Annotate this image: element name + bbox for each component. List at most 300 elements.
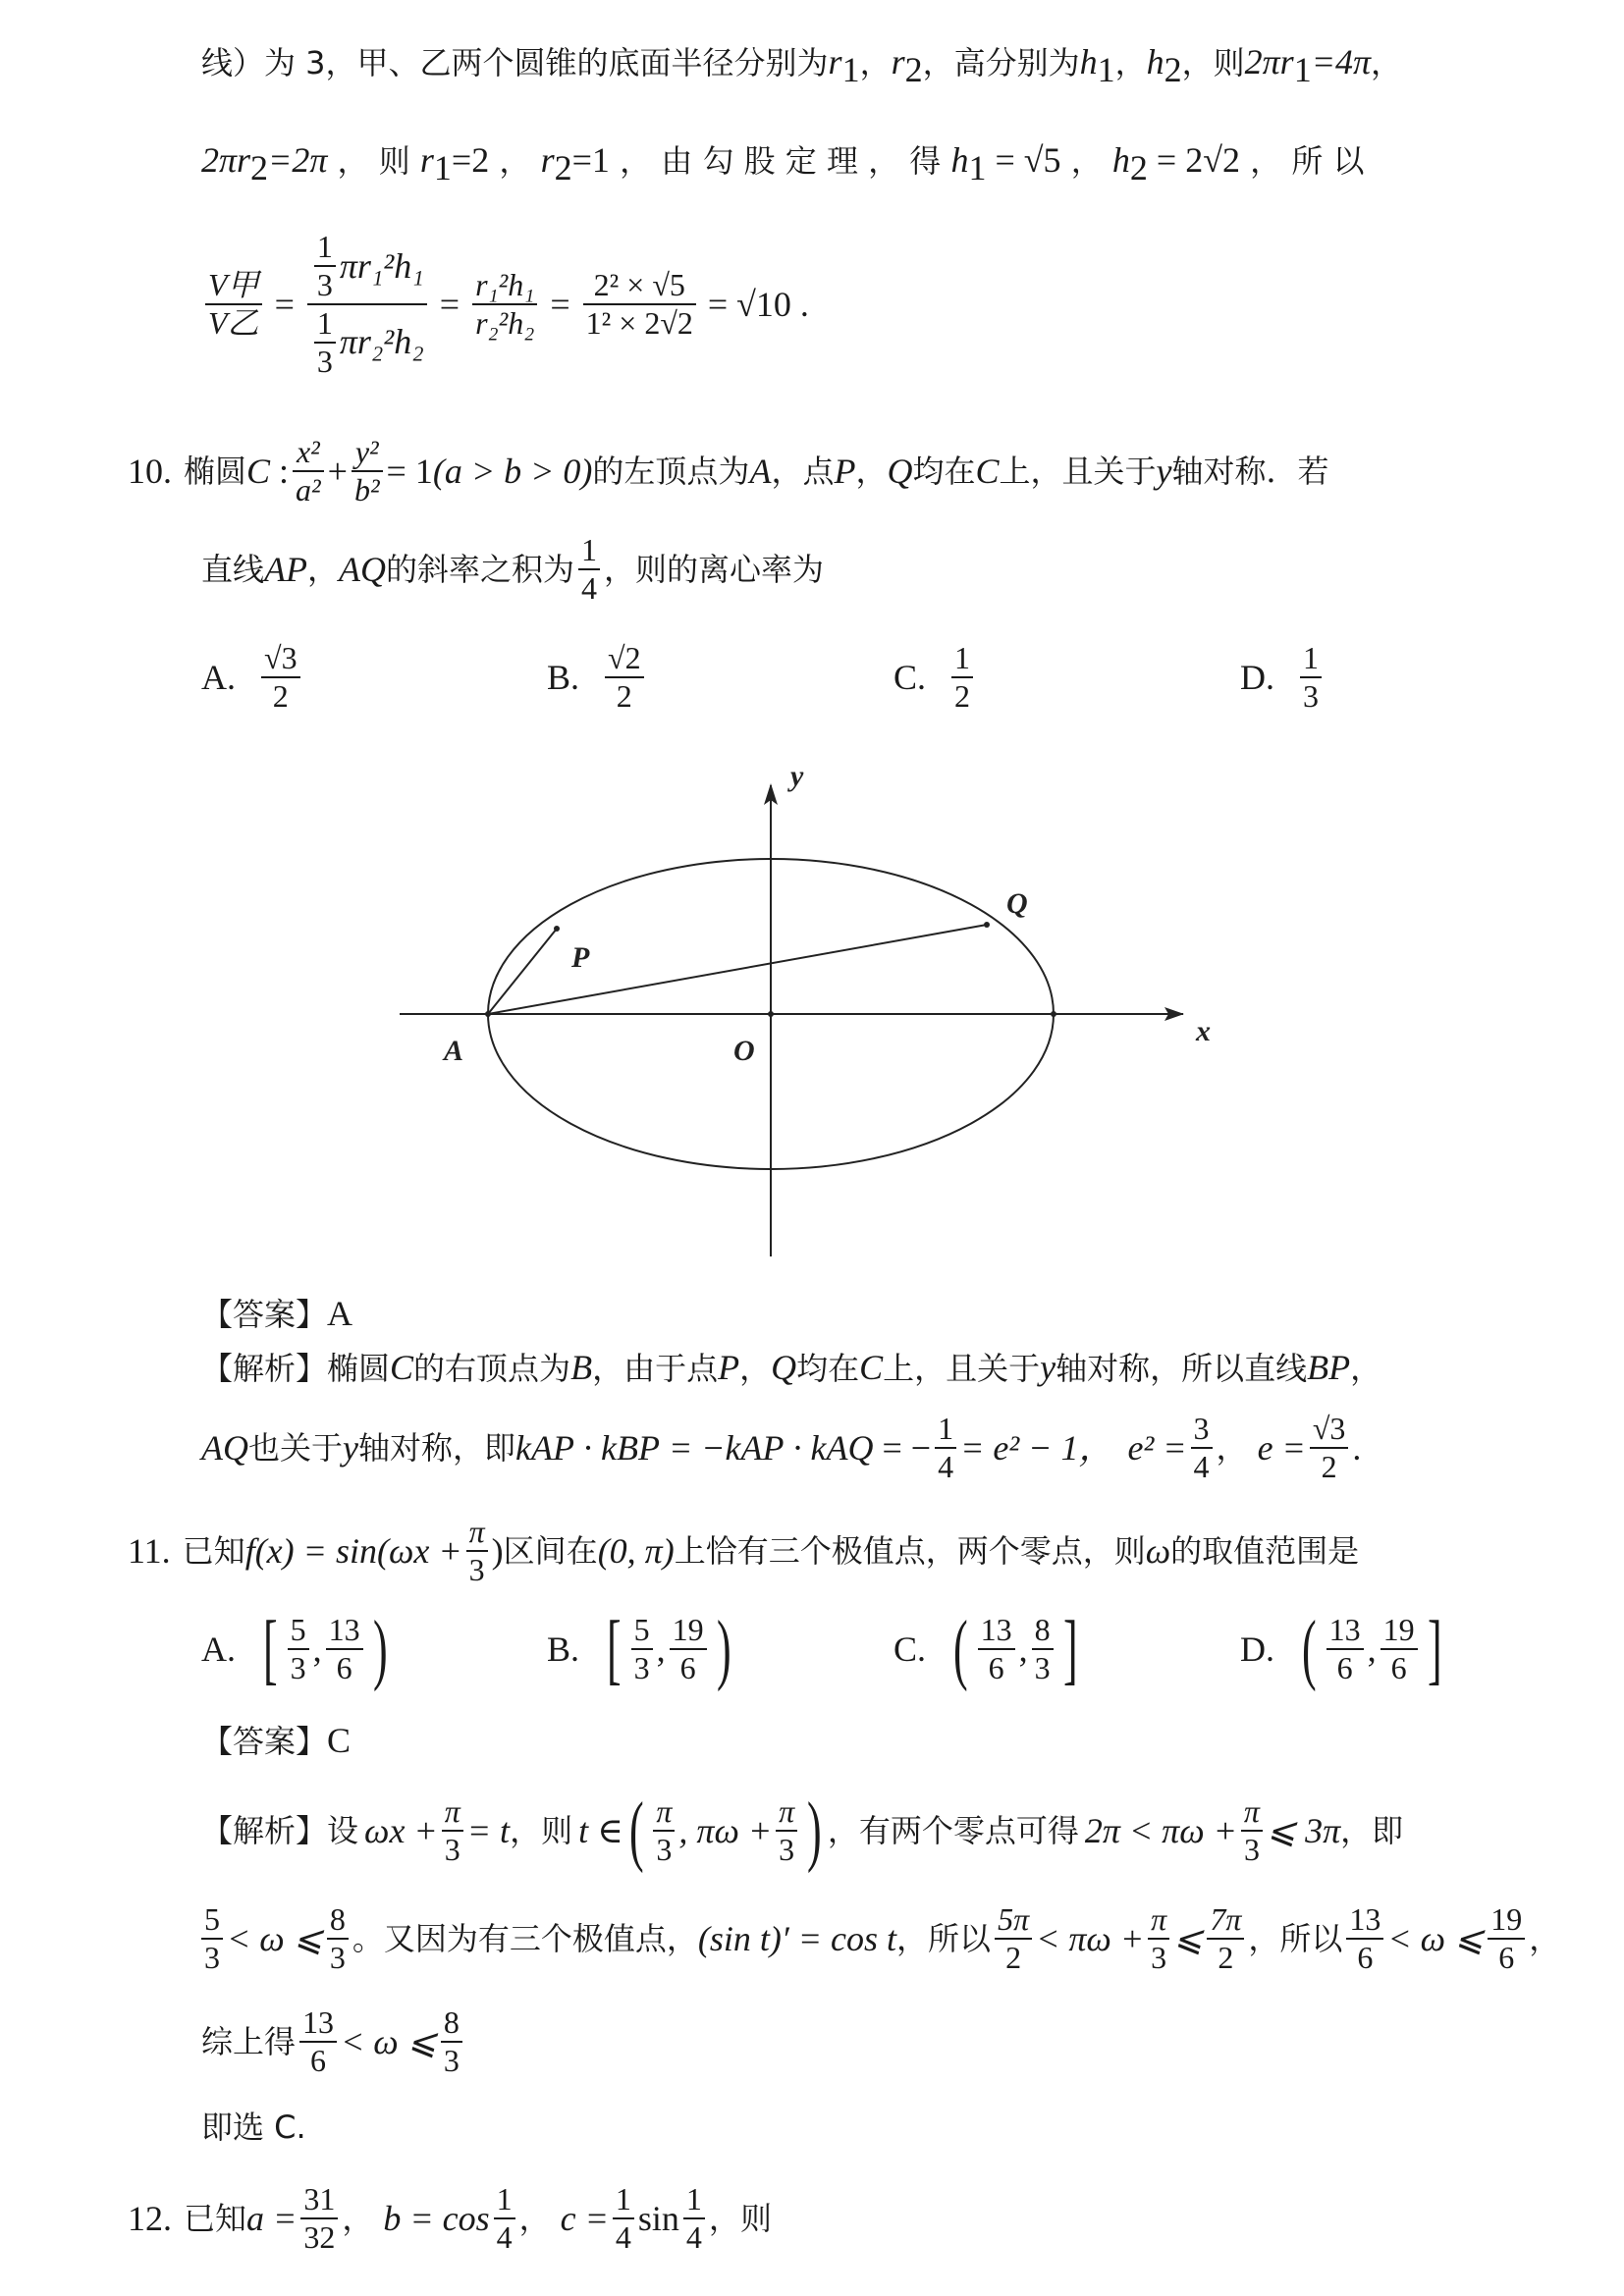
label-y: y [790, 760, 804, 792]
fraction [776, 1793, 797, 1868]
label-x: x [1196, 1015, 1211, 1047]
var-P: P [718, 1348, 740, 1387]
option-b[interactable] [547, 1600, 736, 1698]
numerator: r₁²h₁ [475, 267, 535, 303]
text: 轴对称，即 [358, 1429, 516, 1467]
label-Q: Q [1006, 887, 1028, 920]
text: ，则 [1181, 44, 1245, 81]
denominator: 2 [1218, 1940, 1234, 1975]
numerator: 13 [328, 1612, 360, 1648]
var-y: y [1156, 452, 1172, 491]
denominator: 4 [938, 1449, 954, 1484]
equals: = [265, 285, 303, 324]
left-bracket: [ [262, 1606, 278, 1692]
comma: , [1367, 1629, 1377, 1669]
numerator: π [1243, 1793, 1260, 1830]
q10-analysis-line2 [201, 1399, 1361, 1497]
answer-value: C [327, 1721, 352, 1760]
fraction [613, 2181, 634, 2256]
interval: (0, π) [597, 1531, 675, 1571]
option-a[interactable] [201, 1600, 393, 1698]
text: 。又因为有三个极值点， [352, 1920, 698, 1957]
math-expr: sin [637, 2199, 679, 2238]
text: ， [1114, 44, 1147, 81]
fraction [951, 640, 973, 715]
text: ， 所 以 [1239, 142, 1365, 180]
denominator: b² [353, 472, 380, 507]
var-C: C [975, 452, 1000, 491]
text: 线）为 3，甲、乙两个圆锥的底面半径分别为 [201, 44, 829, 81]
text: ，所以 [896, 1920, 992, 1957]
sub: 1 [968, 147, 987, 187]
condition: (a > b > 0) [432, 452, 593, 491]
fraction [605, 640, 644, 715]
numerator [307, 229, 427, 303]
option-label: D. [1240, 658, 1274, 697]
text: ，则的离心率为 [604, 551, 825, 588]
var-C: C [246, 452, 271, 491]
denominator: 3 [468, 1552, 485, 1587]
fraction [1032, 1612, 1054, 1686]
fraction [442, 1793, 463, 1868]
analysis-label: 【解析】 [201, 1812, 328, 1849]
denominator: 3 [1034, 1650, 1051, 1685]
var-y: y [343, 1428, 358, 1468]
math-expr: =4π [1311, 42, 1372, 81]
volume-ratio [205, 267, 262, 342]
math-expr: < ω ⩽ [341, 2022, 437, 2061]
text: 直线 [201, 551, 265, 588]
text: ， [307, 551, 340, 588]
q11-analysis-line3 [201, 1993, 466, 2091]
math-expr: ⩽ [1173, 1919, 1204, 1958]
q10-options [201, 628, 1478, 726]
fraction [1310, 1411, 1349, 1485]
option-label: C. [893, 1629, 927, 1669]
sub: 2 [1129, 147, 1148, 187]
var-omega: ω [1145, 1531, 1171, 1571]
option-label: B. [547, 658, 580, 697]
text: ，由于点 [592, 1350, 719, 1387]
fraction [293, 434, 324, 508]
var-B: B [570, 1348, 593, 1387]
text: 的取值范围是 [1170, 1532, 1360, 1570]
numerator: 19 [672, 1612, 704, 1648]
text: ，则 [510, 1812, 573, 1849]
math-expr: e² = [1127, 1428, 1187, 1468]
option-a[interactable] [201, 628, 304, 726]
comma: , [1018, 1629, 1028, 1669]
denominator: 6 [988, 1650, 1004, 1685]
math-expr: t ∈ [578, 1811, 623, 1850]
denominator: 3 [204, 1940, 220, 1975]
math-expr: (sin t)′ = cos t [697, 1919, 897, 1958]
label-O: O [733, 1035, 755, 1067]
answer-label: 【答案】 [201, 1296, 328, 1333]
fraction [578, 532, 600, 607]
right-bracket: ) [372, 1606, 388, 1692]
fraction [1148, 1901, 1169, 1976]
numerator: √3 [264, 640, 298, 676]
answer-label: 【答案】 [201, 1723, 328, 1760]
one-third [314, 305, 336, 380]
numerator: 1 [685, 2181, 702, 2217]
var-Q: Q [771, 1348, 797, 1387]
question-number: 12. [128, 2199, 172, 2238]
numerator: π [1151, 1901, 1167, 1938]
q11-stem [128, 1512, 1359, 1590]
text: 椭圆 [184, 453, 247, 490]
text: 设 [327, 1812, 359, 1849]
fraction [935, 1411, 956, 1485]
sub: 1 [1293, 49, 1312, 89]
left-bracket: ( [1301, 1606, 1317, 1692]
math-expr: = √5 [986, 140, 1061, 180]
comma: , [656, 1629, 666, 1669]
denominator: r₂²h₂ [475, 305, 535, 341]
right-bracket: ) [716, 1606, 731, 1692]
text: ， 则 [327, 142, 420, 180]
left-bracket: ( [953, 1606, 968, 1692]
math-expr: < ω ⩽ [1387, 1919, 1485, 1958]
math-expr: = e² − 1， [960, 1428, 1114, 1468]
denominator: V乙 [208, 305, 259, 341]
denominator: 6 [336, 1650, 352, 1685]
var-P: P [834, 452, 856, 491]
text: : [270, 452, 290, 491]
option-label: A. [201, 658, 236, 697]
fraction [1241, 1793, 1263, 1868]
var-r2: r [891, 42, 905, 81]
sub: 1 [841, 49, 860, 89]
numerator: π [468, 1514, 485, 1550]
denominator: 3 [316, 343, 333, 379]
text: 也关于 [248, 1429, 344, 1467]
option-c[interactable] [893, 1600, 1083, 1698]
fraction [683, 2181, 705, 2256]
var-r1: r [419, 140, 434, 180]
fraction [201, 1901, 223, 1976]
q12-stem [128, 2169, 772, 2268]
left-paren: ( [628, 1788, 644, 1874]
option-label: B. [547, 1629, 580, 1669]
numerator: 5 [204, 1901, 220, 1938]
right-bracket: ] [1427, 1606, 1442, 1692]
fraction [261, 640, 300, 715]
fraction [352, 434, 383, 508]
numerator: V甲 [208, 267, 259, 303]
text: ， [1350, 1350, 1382, 1387]
denominator: 3 [656, 1832, 673, 1867]
text: 综上得 [201, 2023, 297, 2060]
numerator: 1 [316, 305, 333, 341]
right-paren: ) [807, 1788, 822, 1874]
numerator: 8 [329, 1901, 346, 1938]
q9-line1 [201, 44, 1402, 87]
option-c[interactable] [893, 628, 977, 726]
var-Q: Q [887, 452, 913, 491]
math-expr: b = cos [383, 2199, 490, 2238]
q11-options [201, 1600, 1478, 1698]
denominator [307, 305, 427, 380]
denominator: 2 [272, 678, 289, 714]
numerator: 13 [1349, 1901, 1381, 1938]
math-expr: c = [560, 2199, 609, 2238]
var-h2: h [1111, 140, 1130, 180]
numerator: π [656, 1793, 673, 1830]
text: ，高分别为 [922, 44, 1080, 81]
numerator: √3 [1312, 1411, 1346, 1447]
sub: 2 [1164, 49, 1182, 89]
text: 区间在 [503, 1532, 598, 1570]
ellipse-figure [373, 756, 1257, 1266]
denominator: 3 [444, 1832, 460, 1867]
text: ，点 [771, 453, 835, 490]
text: ， [518, 2200, 551, 2237]
numerator: 2² × √5 [593, 267, 685, 303]
fraction [1488, 1901, 1525, 1976]
denominator: 3 [443, 2043, 460, 2078]
numerator: 13 [1328, 1612, 1361, 1648]
denominator: 3 [1303, 678, 1319, 714]
math-expr: 2πr [201, 140, 251, 180]
sub: AP [740, 1428, 785, 1468]
math-expr: k [515, 1428, 531, 1468]
var-r1: r [828, 42, 842, 81]
right-bracket: ] [1062, 1606, 1078, 1692]
denominator: 1² × 2√2 [585, 305, 693, 341]
var-BP: BP [1307, 1348, 1351, 1387]
option-b[interactable] [547, 628, 648, 726]
numerator: 1 [938, 1411, 954, 1447]
numerator: 1 [615, 2181, 631, 2217]
segment-AQ [488, 925, 987, 1014]
denominator: 6 [1357, 1940, 1374, 1975]
fraction [1191, 1411, 1213, 1485]
sub: BP [616, 1428, 660, 1468]
q9-volume-formula [201, 229, 809, 379]
math-expr: a = [246, 2199, 298, 2238]
equals: = [541, 285, 579, 324]
numerator: π [779, 1793, 795, 1830]
text: 的左顶点为 [592, 453, 750, 490]
label-P: P [571, 941, 590, 974]
var-C: C [390, 1348, 414, 1387]
fraction [466, 1514, 488, 1588]
sub: 1 [433, 147, 452, 187]
numerator: π [444, 1793, 460, 1830]
left-bracket: [ [607, 1606, 622, 1692]
text: 轴对称．若 [1171, 453, 1329, 490]
sub: AP [531, 1428, 574, 1468]
denominator: 2 [1005, 1940, 1022, 1975]
numerator: 7π [1210, 1901, 1242, 1938]
q10-answer [201, 1296, 352, 1331]
math-expr: 2πr [1244, 42, 1294, 81]
var-h2: h [1146, 42, 1164, 81]
numerator: 1 [1303, 640, 1319, 676]
option-label: D. [1240, 1629, 1274, 1669]
one-third [314, 229, 336, 303]
var-h1: h [1079, 42, 1098, 81]
numerator: 19 [1382, 1612, 1415, 1648]
text: 均在 [912, 453, 976, 490]
analysis-label: 【解析】 [201, 1350, 328, 1387]
option-label: A. [201, 1629, 236, 1669]
sub: 2 [904, 49, 923, 89]
text: 均在 [796, 1350, 860, 1387]
fraction [1346, 1901, 1383, 1976]
text: ， [342, 2200, 374, 2237]
math-expr: , πω + [678, 1811, 773, 1850]
denominator: 3 [633, 1650, 650, 1685]
fraction [978, 1612, 1015, 1686]
math-expr: < πω + [1036, 1919, 1145, 1958]
denominator: 3 [779, 1832, 795, 1867]
label-A: A [444, 1035, 464, 1067]
var-r2: r [540, 140, 555, 180]
math-expr: 2π < πω + [1084, 1811, 1237, 1850]
math-expr: = − [873, 1428, 932, 1468]
option-d[interactable] [1240, 1600, 1447, 1698]
text: 已知 [182, 1532, 245, 1570]
denominator: 2 [954, 678, 971, 714]
numerator: 13 [302, 2004, 335, 2041]
denominator: 6 [1498, 1940, 1515, 1975]
numerator: √2 [608, 640, 641, 676]
denominator: 4 [496, 2219, 513, 2255]
text: ，有两个零点可得 [827, 1812, 1079, 1849]
fraction [441, 2004, 462, 2079]
text: 轴对称，所以直线 [1056, 1350, 1308, 1387]
math-expr: =2 [451, 140, 490, 180]
numerator: 3 [1193, 1411, 1210, 1447]
math-expr: = 2√2 [1147, 140, 1240, 180]
denominator: 2 [1321, 1449, 1337, 1484]
fraction [300, 2181, 338, 2256]
denominator: 4 [581, 570, 598, 606]
math-expr: ⩽ 3π [1266, 1811, 1341, 1850]
denominator: 4 [615, 2219, 631, 2255]
text: ， [1529, 1920, 1561, 1957]
sub: 1 [1097, 49, 1115, 89]
question-number: 11. [128, 1531, 171, 1571]
math-expr: · k [784, 1428, 827, 1468]
answer-value: A [327, 1294, 353, 1333]
numerator: 5 [290, 1612, 306, 1648]
option-label: C. [893, 658, 927, 697]
denominator: 6 [1390, 1650, 1407, 1685]
numerator: 1 [954, 640, 971, 676]
fraction [288, 1612, 309, 1686]
denominator: 6 [1336, 1650, 1353, 1685]
denominator: a² [296, 472, 321, 507]
text: ， [489, 142, 541, 180]
text: ， [859, 44, 892, 81]
comma: , [312, 1629, 322, 1669]
math-expr: · k [573, 1428, 617, 1468]
math-expr: =1 [571, 140, 610, 180]
text: ， [708, 2200, 740, 2237]
conclusion-text: 即选 C. [201, 2109, 306, 2146]
result: = √10 . [707, 285, 809, 324]
function-expr: f(x) = sin(ωx + [244, 1531, 462, 1571]
q11-analysis-line2 [201, 1890, 1560, 1988]
fraction [472, 267, 537, 342]
numerator: 1 [581, 532, 598, 568]
text: 的右顶点为 [413, 1350, 571, 1387]
sub: 2 [250, 147, 269, 187]
sub: AQ [826, 1428, 874, 1468]
numerator: y² [354, 434, 379, 470]
numerator: 1 [496, 2181, 513, 2217]
denominator: 6 [679, 1650, 696, 1685]
fraction [995, 1901, 1032, 1976]
text: ，所以 [1248, 1920, 1343, 1957]
denominator: 3 [316, 267, 333, 303]
option-d[interactable] [1240, 628, 1326, 726]
math-expr: = −k [659, 1428, 741, 1468]
sub: 2 [554, 147, 572, 187]
math-expr: < ω ⩽ [227, 1919, 323, 1958]
denominator: 32 [303, 2219, 336, 2255]
var-AQ: AQ [339, 550, 387, 589]
q11-answer [201, 1723, 351, 1758]
question-number: 10. [128, 452, 172, 491]
text: 的斜率之积为 [386, 551, 575, 588]
fraction [1380, 1612, 1418, 1686]
denominator: 2 [616, 678, 632, 714]
fraction [583, 267, 696, 342]
text: 椭圆 [327, 1350, 391, 1387]
denominator: 6 [310, 2043, 327, 2078]
cone-volume-fraction [307, 229, 427, 379]
math-expr: πr₂²h₂ [339, 322, 424, 362]
math-expr: e = [1257, 1428, 1306, 1468]
denominator: 4 [685, 2219, 702, 2255]
var-AP: AP [264, 550, 307, 589]
text: 上，且关于 [883, 1350, 1041, 1387]
denominator: 3 [1151, 1940, 1167, 1975]
var-y: y [1040, 1348, 1056, 1387]
fraction [1326, 1612, 1364, 1686]
numerator: 5 [633, 1612, 650, 1648]
numerator: 31 [303, 2181, 336, 2217]
math-expr: πr₁²h₁ [339, 245, 424, 286]
q10-stem-line2 [201, 530, 824, 609]
text: 已知 [184, 2200, 247, 2237]
fraction [299, 2004, 337, 2079]
equals: = [430, 285, 469, 324]
fraction [327, 1901, 349, 1976]
fraction [653, 1793, 675, 1868]
numerator: 1 [316, 229, 333, 265]
denominator: 4 [1193, 1449, 1210, 1484]
numerator: 19 [1490, 1901, 1523, 1938]
q10-stem-line1 [128, 432, 1329, 510]
q11-analysis-line1 [201, 1782, 1403, 1880]
text: ， [1060, 142, 1112, 180]
var-AQ: AQ [201, 1428, 248, 1468]
text: 则 [739, 2200, 772, 2237]
math-expr: = t [466, 1811, 511, 1850]
text: ， 由 勾 股 定 理 ， 得 [609, 142, 951, 180]
text: ，即 [1340, 1812, 1404, 1849]
fraction [1300, 640, 1322, 715]
denominator: 3 [1243, 1832, 1260, 1867]
text: ， [1371, 44, 1403, 81]
var-C: C [859, 1348, 884, 1387]
